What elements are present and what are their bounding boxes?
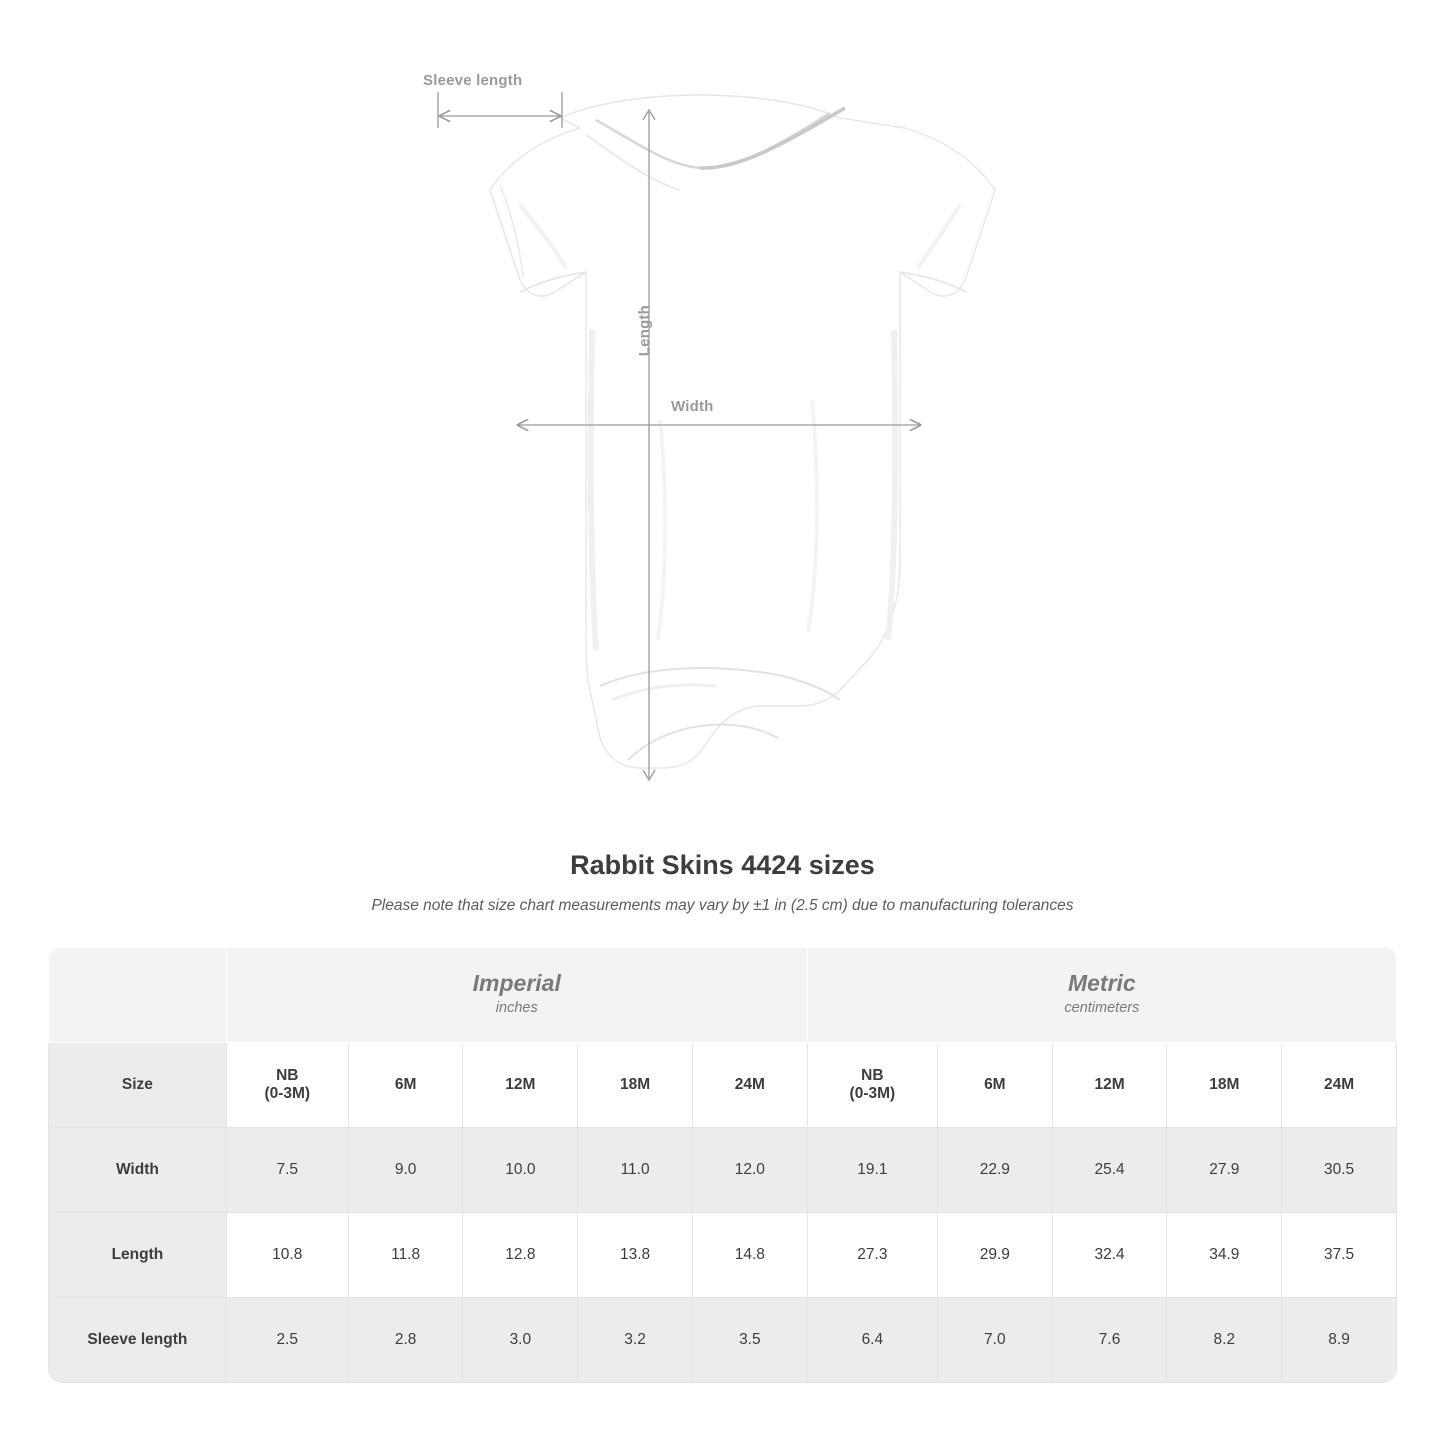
cell-length-18m-imperial: 13.8 (578, 1213, 693, 1298)
cell-length-nb-metric: 27.3 (807, 1213, 937, 1298)
cell-length-24m-imperial: 14.8 (692, 1213, 807, 1298)
page-title: Rabbit Skins 4424 sizes (570, 850, 875, 880)
width-label: Width (671, 398, 714, 415)
cell-sleeve-6m-imperial: 2.8 (348, 1298, 463, 1383)
cell-length-24m-metric: 37.5 (1282, 1213, 1397, 1298)
table-row (49, 1298, 1397, 1383)
cell-width-24m-imperial: 12.0 (692, 1128, 807, 1213)
cell-sleeve-12m-imperial: 3.0 (463, 1298, 578, 1383)
cell-sleeve-24m-metric: 8.9 (1282, 1298, 1397, 1383)
size-table-wrapper (48, 947, 1397, 1383)
cell-width-6m-imperial: 9.0 (348, 1128, 463, 1213)
cell-sleeve-nb-imperial: 2.5 (226, 1298, 348, 1383)
unit-name-metric: Metric (1067, 970, 1136, 997)
cell-sleeve-24m-imperial: 3.5 (692, 1298, 807, 1383)
cell-length-12m-metric: 32.4 (1052, 1213, 1167, 1298)
col-header-18m-imperial: 18M (578, 1043, 693, 1128)
table-row (49, 1213, 1397, 1298)
cell-width-12m-metric: 25.4 (1052, 1128, 1167, 1213)
cell-sleeve-6m-metric: 7.0 (937, 1298, 1052, 1383)
cell-width-nb-metric: 19.1 (807, 1128, 937, 1213)
col-header-24m-imperial: 24M (692, 1043, 807, 1128)
row-label-length: Length (49, 1213, 227, 1298)
cell-width-nb-imperial: 7.5 (226, 1128, 348, 1213)
unit-group-metric (807, 948, 1396, 1043)
unit-group-imperial (226, 948, 807, 1043)
unit-name-imperial: Imperial (472, 970, 561, 997)
col-header-6m-metric: 6M (937, 1043, 1052, 1128)
cell-sleeve-12m-metric: 7.6 (1052, 1298, 1167, 1383)
col-header-12m-imperial: 12M (463, 1043, 578, 1128)
bodysuit-shape (490, 95, 995, 768)
row-label-sleeve-length: Sleeve length (49, 1298, 227, 1383)
cell-length-nb-imperial: 10.8 (226, 1213, 348, 1298)
cell-length-6m-metric: 29.9 (937, 1213, 1052, 1298)
col-header-line2: (0-3M) (849, 1085, 896, 1102)
cell-width-18m-imperial: 11.0 (578, 1128, 693, 1213)
col-header-nb-metric (807, 1043, 937, 1128)
header-size: Size (49, 1043, 227, 1128)
unit-sub-metric: centimeters (1064, 999, 1140, 1016)
size-header-row (49, 1043, 1397, 1128)
cell-sleeve-nb-metric: 6.4 (807, 1298, 937, 1383)
table-row (49, 1128, 1397, 1213)
length-label: Length (636, 305, 653, 357)
col-header-nb-imperial (226, 1043, 348, 1128)
col-header-12m-metric: 12M (1052, 1043, 1167, 1128)
unit-header-row (49, 948, 1397, 1043)
cell-width-24m-metric: 30.5 (1282, 1128, 1397, 1213)
unit-corner-cell (49, 948, 227, 1043)
col-header-6m-imperial: 6M (348, 1043, 463, 1128)
cell-length-12m-imperial: 12.8 (463, 1213, 578, 1298)
cell-sleeve-18m-imperial: 3.2 (578, 1298, 693, 1383)
cell-width-6m-metric: 22.9 (937, 1128, 1052, 1213)
col-header-line1: NB (861, 1067, 884, 1084)
tolerance-note: Please note that size chart measurements may vary by ±1 in (2.5 cm) due to manufacturing tolerances (371, 897, 1074, 914)
title-block (0, 850, 1445, 915)
cell-length-6m-imperial: 11.8 (348, 1213, 463, 1298)
cell-length-18m-metric: 34.9 (1167, 1213, 1282, 1298)
col-header-18m-metric: 18M (1167, 1043, 1282, 1128)
cell-sleeve-18m-metric: 8.2 (1167, 1298, 1282, 1383)
size-table (48, 947, 1397, 1383)
col-header-line1: NB (276, 1067, 299, 1084)
row-label-width: Width (49, 1128, 227, 1213)
cell-width-12m-imperial: 10.0 (463, 1128, 578, 1213)
sleeve-length-label: Sleeve length (423, 72, 523, 89)
cell-width-18m-metric: 27.9 (1167, 1128, 1282, 1213)
col-header-24m-metric: 24M (1282, 1043, 1397, 1128)
col-header-line2: (0-3M) (264, 1085, 311, 1102)
unit-sub-imperial: inches (495, 999, 538, 1016)
